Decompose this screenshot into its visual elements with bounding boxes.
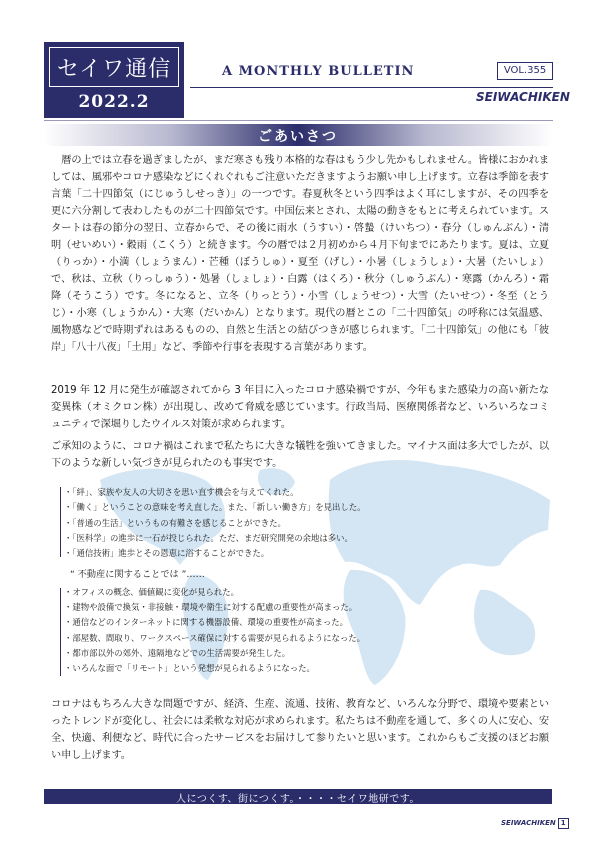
paragraph-text: 暦の上では立春を過ぎましたが、まだ寒さも残り本格的な春はもう少し先かもしれません。皆様におかれましては、風邪やコロナ感染などにくれぐれもご注意いただきますようお願い申し上げます。立春は季節を表す言葉「二十四節気（にじゅうしせっき）」の一つです。春夏秋冬という四季はよく耳にしますが、その四季を更に六分割して表わしたものが二十四節気です。中国伝来とされ、太陽の動きをもとに考えられています。スタートは春の節分の翌日、立春からで、その後に雨水（うすい）・啓蟄（けいちつ）・春分（しゅんぶん）・清明（せいめい）・穀雨（こくう）と続きます。今の暦では２月初めから４月下旬までにあたります。夏は、立夏（りっか）・小満（しょうまん）・芒種（ぼうしゅ）・夏至（げし）・小暑（しょうしょ）・大暑（たいしょ）で、秋は、立秋（りっしゅう）・処暑（しょしょ）・白露（はくろ）・秋分（しゅうぶん）・寒露（かんろ）・霜降（そうこう）です。冬になると、立冬（りっとう）・小雪（しょうせつ）・大雪（たいせつ）・冬至（とうじ）・小寒（しょうかん）・大寒（だいかん）となります。現代の暦とこの「二十四節気」の呼称には気温感、風物感などで時期ずれはあるものの、自然と生活との結びつきが感じられます。「二十四節気」の他にも「彼岸」「八十八夜」「土用」など、季節や行事を表現する言葉があります。 — [51, 155, 549, 353]
footer-slogan-bar — [44, 789, 552, 804]
paragraph-text: ご承知のように、コロナ禍はこれまで私たちに大きな犠牲を強いてきました。マイナス面は多大でしたが、以下のような新しい気づきが見られたのも事実です。 — [51, 441, 549, 469]
volume-badge: VOL.355 — [497, 62, 553, 80]
paragraph-text: 2019 年 12 月に発生が確認されてから 3 年目に入ったコロナ感染禍ですが、今年もまた感染力の高い新たな変異株（オミクロン株）が出現し、改めて脅威を感じています。行政当局、医療関係者など、いろいろなコミュニティで深堀りしたウイルス対策が求められます。 — [51, 385, 549, 430]
newsletter-logo — [44, 42, 184, 118]
list-item: ・「医科学」の進歩に一石が投じられた。ただ、まだ研究開発の余地は多い。 — [64, 532, 353, 543]
greeting-paragraph-2 — [51, 382, 549, 433]
bullet-list — [64, 485, 504, 677]
bulletin-subtitle: A MONTHLY BULLETIN — [222, 64, 415, 79]
list-item: ・「絆」、家族や友人の大切さを思い直す機会を与えてくれた。 — [64, 487, 299, 497]
page-footer — [501, 818, 569, 829]
issue-date: 2022.2 — [78, 92, 150, 112]
list-item: ・部屋数、間取り、ワークスペース確保に対する需要が見られるようになった。 — [64, 632, 365, 643]
greeting-paragraph-4 — [51, 696, 549, 764]
list-item: ・「普通の生活」というもの有難さを感じることができた。 — [64, 517, 286, 528]
list-item: ・建物や設備で換気・非接触・環境や衛生に対する配慮の重要性が高まった。 — [64, 602, 358, 613]
list-item: ・都市部以外の郊外、遠隔地などでの生活需要が発生した。 — [64, 647, 291, 658]
list-item: ・オフィスの概念、価値観に変化が見られた。 — [64, 586, 239, 597]
list-item: ・いろんな面で「リモート」という発想が見られるようになった。 — [64, 663, 315, 674]
list-item: ・「働く」ということの意味を考え直した。また、「新しい働き方」を見出した。 — [64, 502, 366, 513]
greeting-paragraph-3 — [51, 438, 549, 472]
bullet-group-rule — [60, 487, 61, 557]
bullet-group-rule — [60, 588, 61, 676]
company-logo: SEIWACHIKEN — [476, 90, 570, 104]
section-title: ごあいさつ — [258, 129, 338, 145]
greeting-paragraph-1 — [51, 152, 549, 356]
list-item: ・「通信技術」進歩とその恩恵に浴することができた。 — [64, 548, 270, 559]
newsletter-title-frame — [49, 47, 179, 87]
footer-slogan: 人につくす、街につくす。・・・・セイワ地研です。 — [176, 794, 420, 805]
header-divider — [190, 87, 553, 88]
page-number: 1 — [558, 818, 569, 829]
footer-company-logo: SEIWACHIKEN — [501, 819, 556, 827]
list-item: ・通信などのインターネットに関する機器設備、環境の重要性が高まった。 — [64, 617, 348, 628]
newsletter-title: セイワ通信 — [56, 57, 172, 82]
section-title-bar — [43, 124, 553, 146]
paragraph-text: コロナはもちろん大きな問題ですが、経済、生産、流通、技術、教育など、いろんな分野で、環境や要素といったトレンドが変化し、社会には柔軟な対応が求められます。私たちは不動産を通して、多くの人に安心、安全、快適、利便など、時代に合ったサービスをお届けして参りたいと思います。これからもご支援のほどお願い申し上げます。 — [51, 699, 549, 761]
header-bottom-divider — [44, 120, 553, 121]
bullet-subheading: “ 不動産に関することでは ”…… — [70, 569, 205, 581]
